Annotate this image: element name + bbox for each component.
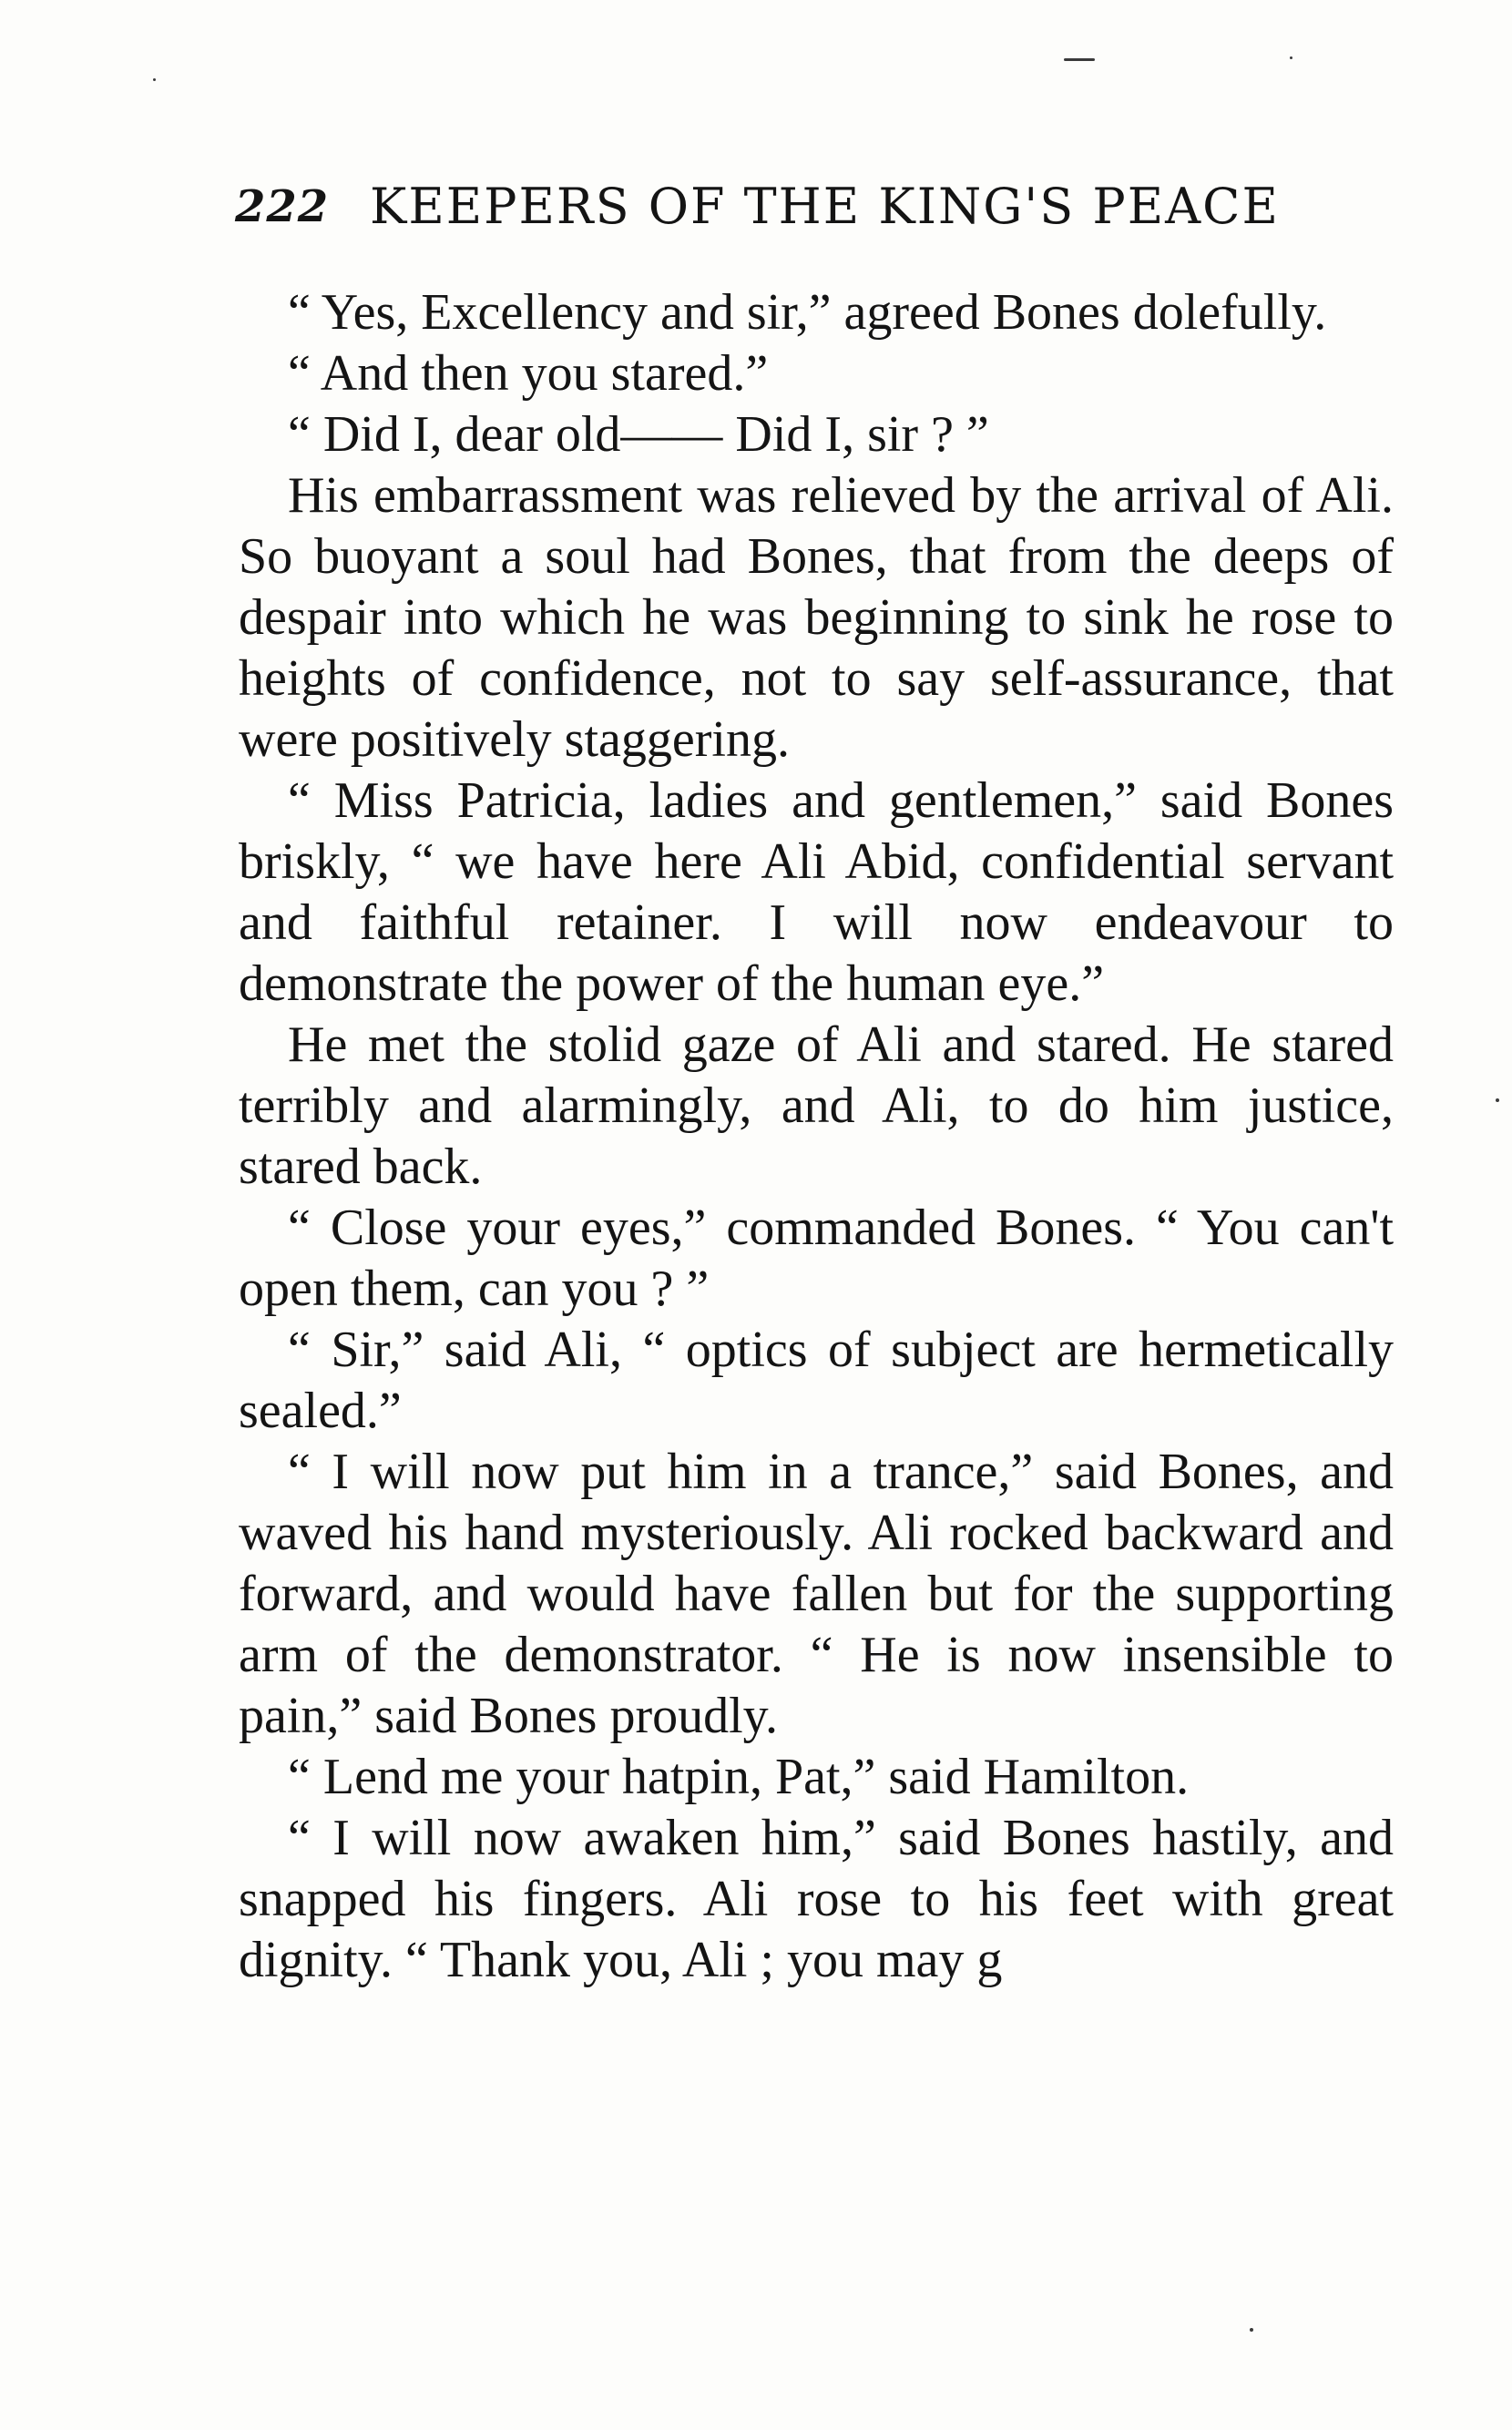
page-number: 222: [235, 181, 330, 232]
page-header: [235, 178, 1355, 241]
scan-speck: [153, 78, 156, 81]
scan-mark: [1064, 58, 1095, 61]
paragraph: “ Did I, dear old—— Did I, sir ? ”: [288, 406, 989, 463]
paragraph: “ Sir,” said Ali, “ optics of subject are hermetically sealed.”: [239, 1322, 1394, 1439]
paragraph: “ I will now put him in a trance,” said Bones, and waved his hand mysteriously. Ali rocked backward and forward, and would have fallen but for the supporting arm of the demonstrator. “ He is now insensible to pain,” said Bones proudly.: [239, 1444, 1394, 1744]
paragraph: “ Lend me your hatpin, Pat,” said Hamilton.: [288, 1749, 1190, 1805]
running-title: KEEPERS OF THE KING'S PEACE: [370, 178, 1280, 235]
scan-speck: [1496, 1098, 1499, 1102]
paragraph: “ Close your eyes,” commanded Bones. “ You can't open them, can you ? ”: [239, 1200, 1394, 1317]
paragraph: His embarrassment was relieved by the arrival of Ali. So buoyant a soul had Bones, that from the deeps of despair into which he was beginning to sink he rose to heights of confidence, not to say self-assurance, that were positively staggering.: [239, 467, 1394, 768]
paragraph: “ And then you stared.”: [288, 345, 769, 402]
paragraph: “ Miss Patricia, ladies and gentlemen,” said Bones briskly, “ we have here Ali Abid, confidential servant and faithful retainer. I will now endeavour to demonstrate the power of the human eye.”: [239, 772, 1394, 1012]
body-text: [239, 282, 1394, 1991]
scan-speck: [1250, 2328, 1253, 2332]
paragraph: “ I will now awaken him,” said Bones hastily, and snapped his fingers. Ali rose to his feet with great dignity. “ Thank you, Ali ; you may g: [239, 1810, 1394, 1988]
paragraph: “ Yes, Excellency and sir,” agreed Bones dolefully.: [288, 284, 1327, 341]
scan-speck: [1290, 56, 1292, 59]
paragraph: He met the stolid gaze of Ali and stared. He stared terribly and alarmingly, and Ali, to do him justice, stared back.: [239, 1016, 1394, 1195]
